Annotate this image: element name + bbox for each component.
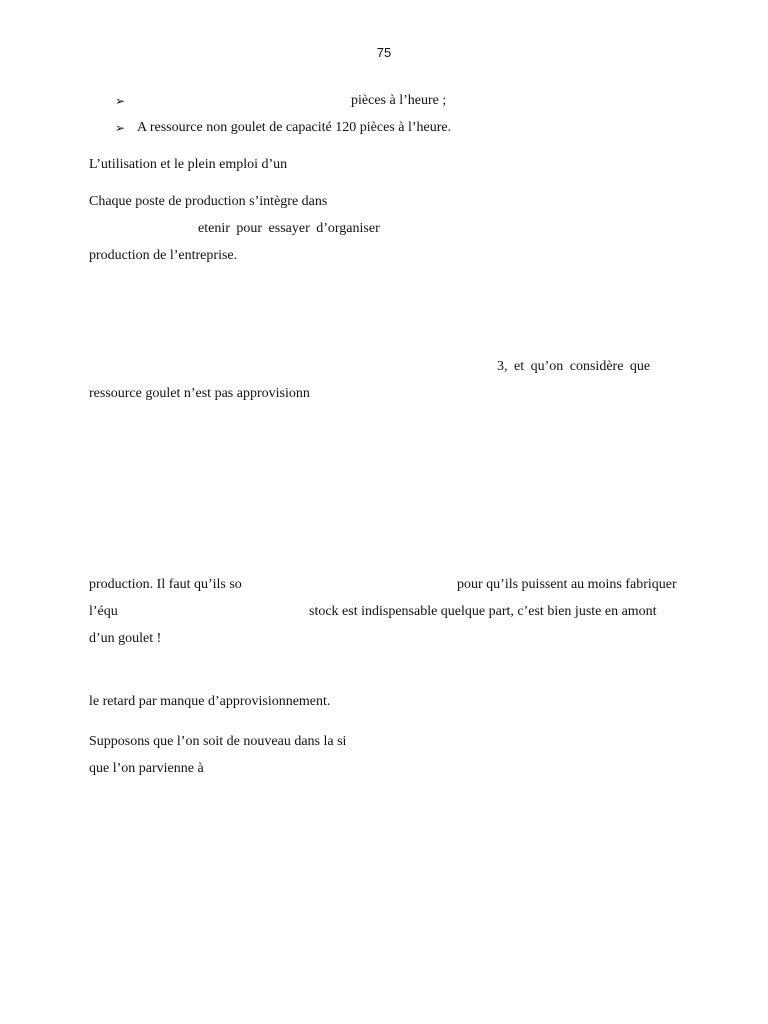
paragraph-line: stock est indispensable quelque part, c’est bien juste en amont [309,604,657,619]
paragraph-line: etenir pour essayer d’organiser [198,221,380,236]
bullet-arrow-icon: ➢ [115,94,126,108]
paragraph-line: que l’on parvienne à [89,761,204,776]
bullet-item-1-text: pièces à l’heure ; [351,93,447,108]
paragraph-line: d’un goulet ! [89,631,162,646]
paragraph-line: production. Il faut qu’ils so [89,577,242,592]
paragraph-line: production de l’entreprise. [89,248,238,263]
paragraph-line: Supposons que l’on soit de nouveau dans la si [89,734,347,749]
page-number: 75 [376,45,392,60]
paragraph-line: ressource goulet n’est pas approvisionn [89,386,310,401]
paragraph-line: l’équ [89,604,118,619]
paragraph-line: le retard par manque d’approvisionnement. [89,694,331,709]
paragraph-line: 3, et qu’on considère que [497,359,651,374]
bullet-arrow-icon: ➢ [115,121,126,135]
paragraph-line: L’utilisation et le plein emploi d’un [89,157,288,172]
paragraph-line: pour qu’ils puissent au moins fabriquer [457,577,677,592]
paragraph-line: Chaque poste de production s’intègre dans [89,194,328,209]
bullet-item-2-text: A ressource non goulet de capacité 120 pièces à l’heure. [137,120,452,135]
